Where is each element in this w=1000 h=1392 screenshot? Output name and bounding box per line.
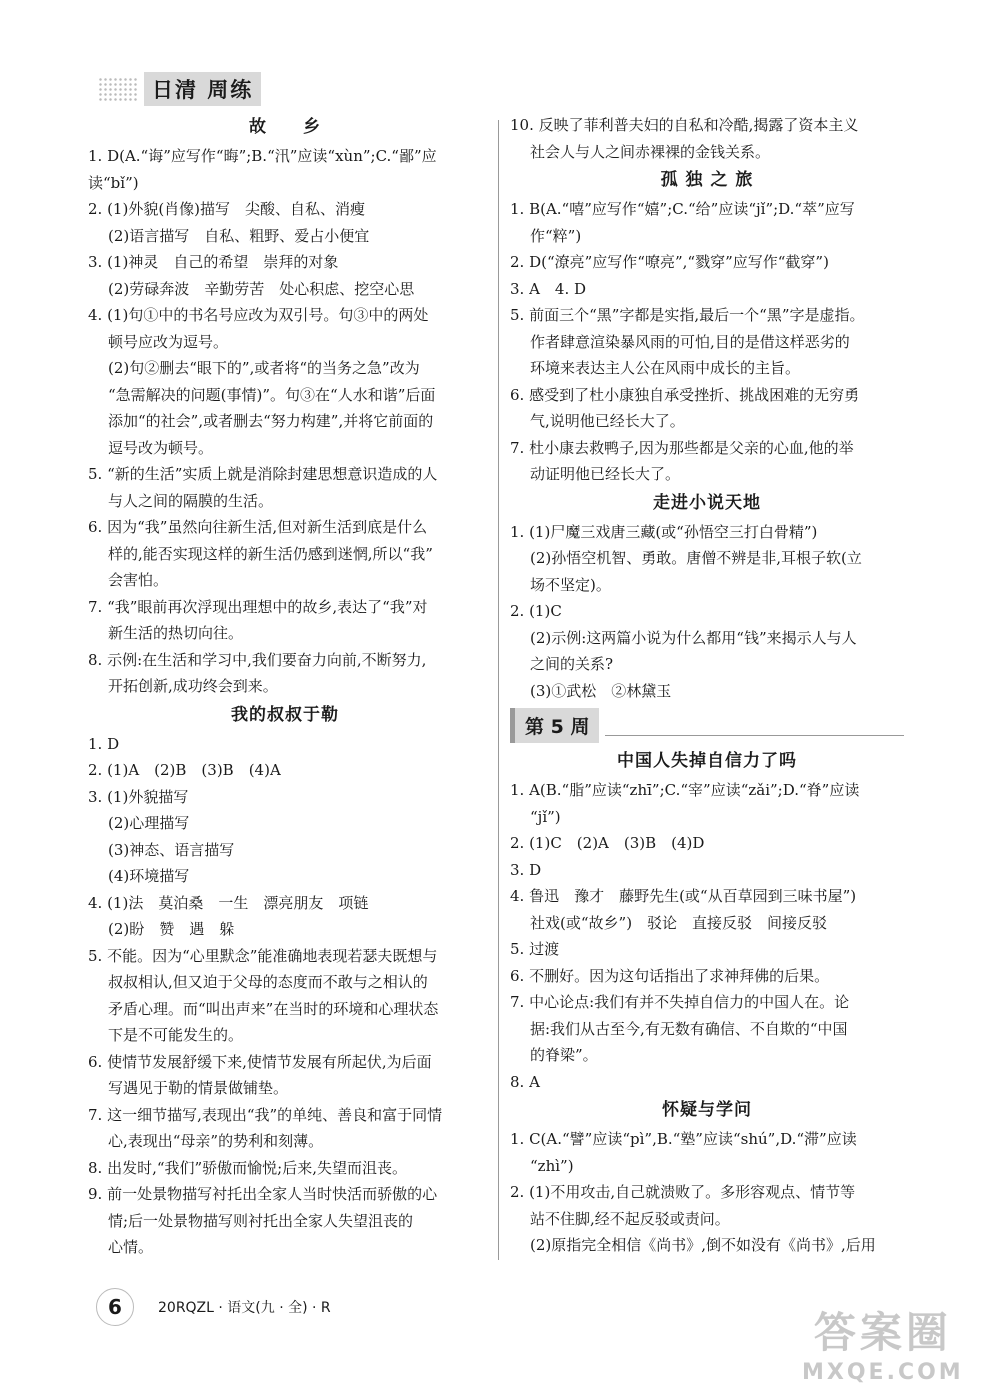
answer-line: 3. D [510, 860, 542, 879]
answer-line: 2. (1)外貌(肖像)描写 尖酸、自私、消瘦 [88, 200, 366, 218]
answer-line: 5. “新的生活”实质上就是消除封建思想意识造成的人 [88, 465, 438, 483]
answer-line: 1. C(A.“譬”应读“pì”,B.“塾”应读“shú”,D.“滞”应读 [510, 1130, 857, 1148]
answer-line: (2)心理描写 [108, 814, 190, 832]
answer-line: 的脊梁”。 [530, 1046, 598, 1064]
answer-line: 4. 鲁迅 豫才 藤野先生(或“从百草园到三味书屋”) [510, 887, 857, 905]
answer-line: 2. D(“潦亮”应写作“嘹亮”,“戮穿”应写作“截穿”) [510, 253, 829, 271]
answer-line: (3)①武松 ②林黛玉 [530, 681, 672, 700]
answer-line: 5. 前面三个“黑”字都是实指,最后一个“黑”字是虚指。 [510, 306, 865, 324]
answer-line: 2. (1)C (2)A (3)B (4)D [510, 834, 705, 852]
answer-line: 7. 杜小康去救鸭子,因为那些都是父亲的心血,他的举 [510, 438, 854, 457]
section-title: 孤 独 之 旅 [660, 170, 754, 190]
answer-line: 4. (1)句①中的书名号应改为双引号。句③中的两处 [88, 306, 429, 324]
answer-line: (2)盼 赞 遇 躲 [108, 920, 235, 938]
answer-line: 2. (1)不用攻击,自己就溃败了。多形容观点、情节等 [510, 1183, 856, 1201]
answer-line: 9. 前一处景物描写衬托出全家人当时快活而骄傲的心 [88, 1185, 438, 1203]
week-heading [510, 704, 904, 746]
column-divider [498, 120, 499, 1260]
answer-line: 8. 示例:在生活和学习中,我们要奋力向前,不断努力, [88, 650, 427, 669]
answer-line: (2)孙悟空机智、勇敢。唐僧不辨是非,耳根子软(立 [530, 549, 862, 567]
section-title: 我的叔叔于勒 [231, 704, 339, 725]
answer-line: “jǐ”) [530, 807, 561, 826]
answer-line: 作者肆意渲染暴风雨的可怕,目的是借这样恶劣的 [530, 332, 850, 351]
answer-line: 据:我们从古至今,有无数有确信、不自欺的“中国 [530, 1019, 848, 1038]
answer-line: 新生活的热切向往。 [108, 624, 244, 642]
section-title: 中国人失掉自信力了吗 [617, 751, 797, 771]
answer-line: 逗号改为顿号。 [108, 438, 214, 457]
answer-line: 场不坚定)。 [530, 575, 611, 594]
answer-line: 动证明他已经长大了。 [530, 465, 681, 483]
week-label-text: 第 5 周 [510, 708, 599, 743]
logo-text: 日清 周练 [144, 72, 261, 106]
answer-line: (3)神态、语言描写 [108, 840, 235, 859]
answer-line: 2. (1)C [510, 602, 562, 620]
answer-line: 6. 感受到了杜小康独自承受挫折、挑战困难的无穷勇 [510, 385, 860, 404]
answer-line: 添加“的社会”,或者删去“努力构建”,并将它前面的 [108, 412, 434, 430]
answer-line: 之间的关系? [530, 655, 614, 673]
answer-line: “急需解决的问题(事情)”。句③在“人水和谐”后面 [108, 385, 436, 404]
page-footer [96, 1288, 331, 1326]
answer-line: (4)环境描写 [108, 867, 190, 885]
left-column [88, 112, 482, 1261]
week-rule [605, 715, 904, 736]
answer-line: 心情。 [108, 1238, 154, 1256]
answer-line: (2)句②删去“眼下的”,或者将“的当务之急”改为 [108, 359, 420, 377]
answer-line: 5. 过渡 [510, 940, 560, 958]
answer-line: 与人之间的隔膜的生活。 [108, 491, 274, 510]
answer-line: 4. (1)法 莫泊桑 一生 漂亮朋友 项链 [88, 893, 369, 912]
watermark-logo: 答案圈 [813, 1308, 952, 1357]
answer-line: 1. D [88, 734, 120, 753]
answer-line: (2)示例:这两篇小说为什么都用“钱”来揭示人与人 [530, 628, 857, 647]
answer-line: 社会人与人之间赤裸裸的金钱关系。 [530, 142, 771, 161]
answer-line: 7. 中心论点:我们有并不失掉自信力的中国人在。论 [510, 993, 850, 1011]
answer-line: 心,表现出“母亲”的势利和刻薄。 [108, 1132, 324, 1150]
answer-line: 会害怕。 [108, 571, 169, 589]
answer-line: 读“bǐ”) [88, 173, 139, 192]
answer-line: 开拓创新,成功终会到来。 [108, 677, 278, 695]
answer-line: 3. (1)外貌描写 [88, 787, 189, 806]
answer-line: 样的,能否实现这样的新生活仍感到迷惘,所以“我” [108, 544, 433, 563]
answer-line: 2. (1)A (2)B (3)B (4)A [88, 761, 281, 779]
right-column [510, 112, 904, 1259]
section-title: 怀疑与学问 [662, 1100, 752, 1120]
answer-line: 1. D(A.“诲”应写作“晦”;B.“汛”应读“xùn”;C.“鄙”应 [88, 147, 437, 165]
answer-line: 8. 出发时,“我们”骄傲而愉悦;后来,失望而沮丧。 [88, 1158, 408, 1177]
answer-line: 6. 因为“我”虽然向往新生活,但对新生活到底是什么 [88, 518, 428, 536]
watermark-url: MXQE.COM [802, 1360, 964, 1385]
answer-line: 下是不可能发生的。 [108, 1026, 244, 1044]
answer-line: 情;后一处景物描写则衬托出全家人失望沮丧的 [108, 1211, 414, 1230]
answer-line: 矛盾心理。而“叫出声来”在当时的环境和心理状态 [108, 999, 439, 1018]
answer-line: 7. 这一细节描写,表现出“我”的单纯、善良和富于同情 [88, 1105, 443, 1124]
answer-line: 3. (1)神灵 自己的希望 崇拜的对象 [88, 253, 339, 271]
answer-line: 顿号应改为逗号。 [108, 332, 229, 351]
answer-line: 气,说明他已经长大了。 [530, 412, 685, 430]
section-title: 故 乡 [249, 117, 321, 137]
answer-line: 1. A(B.“脂”应读“zhī”;C.“宰”应读“zǎi”;D.“脊”应读 [510, 781, 860, 799]
header-logo [98, 72, 261, 106]
book-code: 20RQZL · 语文(九 · 全) · R [158, 1300, 331, 1316]
answer-line: 7. “我”眼前再次浮现出理想中的故乡,表达了“我”对 [88, 597, 428, 616]
answer-line: 1. (1)尸魔三戏唐三藏(或“孙悟空三打白骨精”) [510, 522, 818, 541]
watermark [802, 1300, 964, 1385]
answer-line: (2)原指完全相信《尚书》,倒不如没有《尚书》,后用 [530, 1236, 876, 1254]
answer-line: 10. 反映了菲利普夫妇的自私和冷酷,揭露了资本主义 [510, 116, 859, 134]
answer-line: 1. B(A.“嘻”应写作“嬉”;C.“给”应读“jǐ”;D.“萃”应写 [510, 200, 855, 218]
answer-line: 5. 不能。因为“心里默念”能准确地表现若瑟夫既想与 [88, 946, 438, 965]
answer-line: 站不住脚,经不起反驳或责问。 [530, 1209, 730, 1228]
answer-line: 社戏(或“故乡”) 驳论 直接反驳 间接反驳 [530, 913, 828, 932]
answer-line: 环境来表达主人公在风雨中成长的主旨。 [530, 359, 801, 377]
answer-line: 3. A 4. D [510, 279, 587, 298]
answer-line: 作“粹”) [530, 226, 582, 245]
answer-line: (2)语言描写 自私、粗野、爱占小便宜 [108, 226, 370, 245]
answer-line: “zhì”) [530, 1156, 574, 1175]
decoration-dots [98, 77, 138, 101]
page-number: 6 [96, 1288, 134, 1326]
answer-line: 叔叔相认,但又迫于父母的态度而不敢与之相认的 [108, 973, 428, 991]
section-title: 走进小说天地 [653, 492, 761, 513]
answer-line: 8. A [510, 1072, 540, 1091]
answer-line: (2)劳碌奔波 辛勤劳苦 处心积虑、挖空心思 [108, 279, 415, 298]
answer-line: 写遇见于勒的情景做铺垫。 [108, 1079, 289, 1097]
answer-line: 6. 使情节发展舒缓下来,使情节发展有所起伏,为后面 [88, 1052, 432, 1071]
answer-line: 6. 不删好。因为这句话指出了求神拜佛的后果。 [510, 966, 830, 985]
